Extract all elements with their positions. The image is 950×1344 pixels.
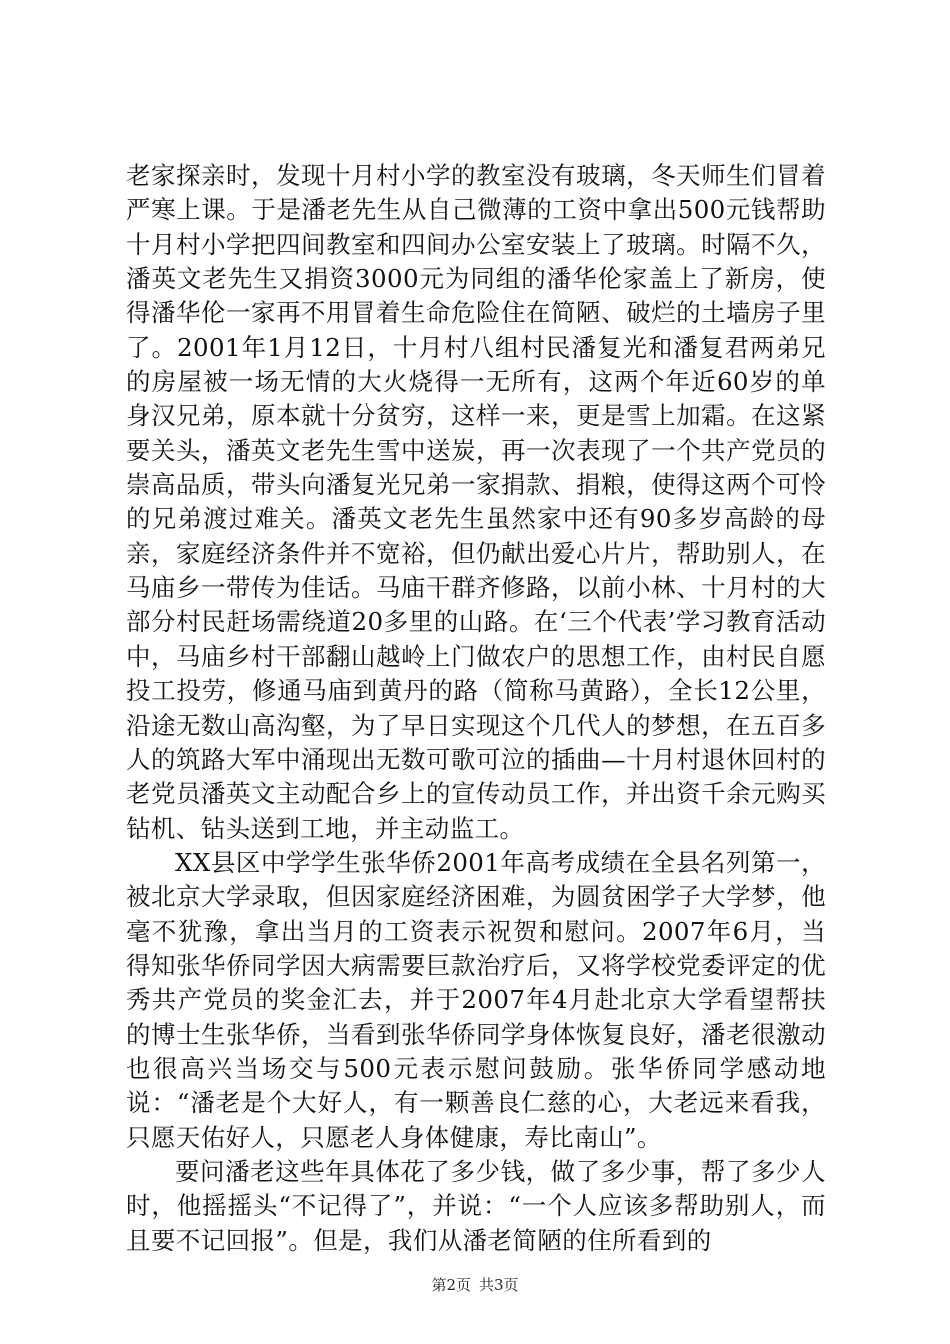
page-footer (0, 1275, 950, 1295)
paragraph-2: XX县区中学学生张华侨2001年高考成绩在全县名列第一，被北京大学录取，但因家庭经济困难，为圆贫困学子大学梦，他毫不犹豫，拿出当月的工资表示祝贺和慰问。2007年6月，当得知张华侨同学因大病需要巨款治疗后，又将学校党委评定的优秀共产党员的奖金汇去，并于2007年4月赴北京大学看望帮扶的博士生张华侨，当看到张华侨同学身体恢复良好，潘老很激动也很高兴当场交与500元表示慰问鼓励。张华侨同学感动地说：“潘老是个大好人，有一颗善良仁慈的心，大老远来看我，只愿天佑好人，只愿老人身体健康，寿比南山”。 (126, 847, 826, 1152)
page-total: 共3页 (479, 1276, 519, 1294)
paragraph-3: 要问潘老这些年具体花了多少钱，做了多少事，帮了多少人时，他摇摇头“不记得了”，并说：“一个人应该多帮助别人，而且要不记回报”。但是，我们从潘老简陋的住所看到的 (126, 1156, 826, 1255)
page-number: 第2页 (431, 1276, 471, 1294)
document-body (126, 159, 826, 1258)
paragraph-1: 老家探亲时，发现十月村小学的教室没有玻璃，冬天师生们冒着严寒上课。于是潘老先生从自己微薄的工资中拿出500元钱帮助十月村小学把四间教室和四间办公室安装上了玻璃。时隔不久，潘英文老先生又捐资3000元为同组的潘华伦家盖上了新房，使得潘华伦一家再不用冒着生命危险住在简陋、破烂的土墙房子里了。2001年1月12日，十月村八组村民潘复光和潘复君两弟兄的房屋被一场无情的大火烧得一无所有，这两个年近60岁的单身汉兄弟，原本就十分贫穷，这样一来，更是雪上加霜。在这紧要关头，潘英文老先生雪中送炭，再一次表现了一个共产党员的崇高品质，带头向潘复光兄弟一家捐款、捐粮，使得这两个可怜的兄弟渡过难关。潘英文老先生虽然家中还有90多岁高龄的母亲，家庭经济条件并不宽裕，但仍献出爱心片片，帮助别人，在马庙乡一带传为佳话。马庙干群齐修路，以前小林、十月村的大部分村民赶场需绕道20多里的山路。在‘三个代表’学习教育活动中，马庙乡村干部翻山越岭上门做农户的思想工作，由村民自愿投工投劳，修通马庙到黄丹的路（简称马黄路），全长12公里，沿途无数山高沟壑，为了早日实现这个几代人的梦想，在五百多人的筑路大军中涌现出无数可歌可泣的插曲—十月村退休回村的老党员潘英文主动配合乡上的宣传动员工作，并出资千余元购买钻机、钻头送到工地，并主动监工。 (126, 161, 826, 843)
